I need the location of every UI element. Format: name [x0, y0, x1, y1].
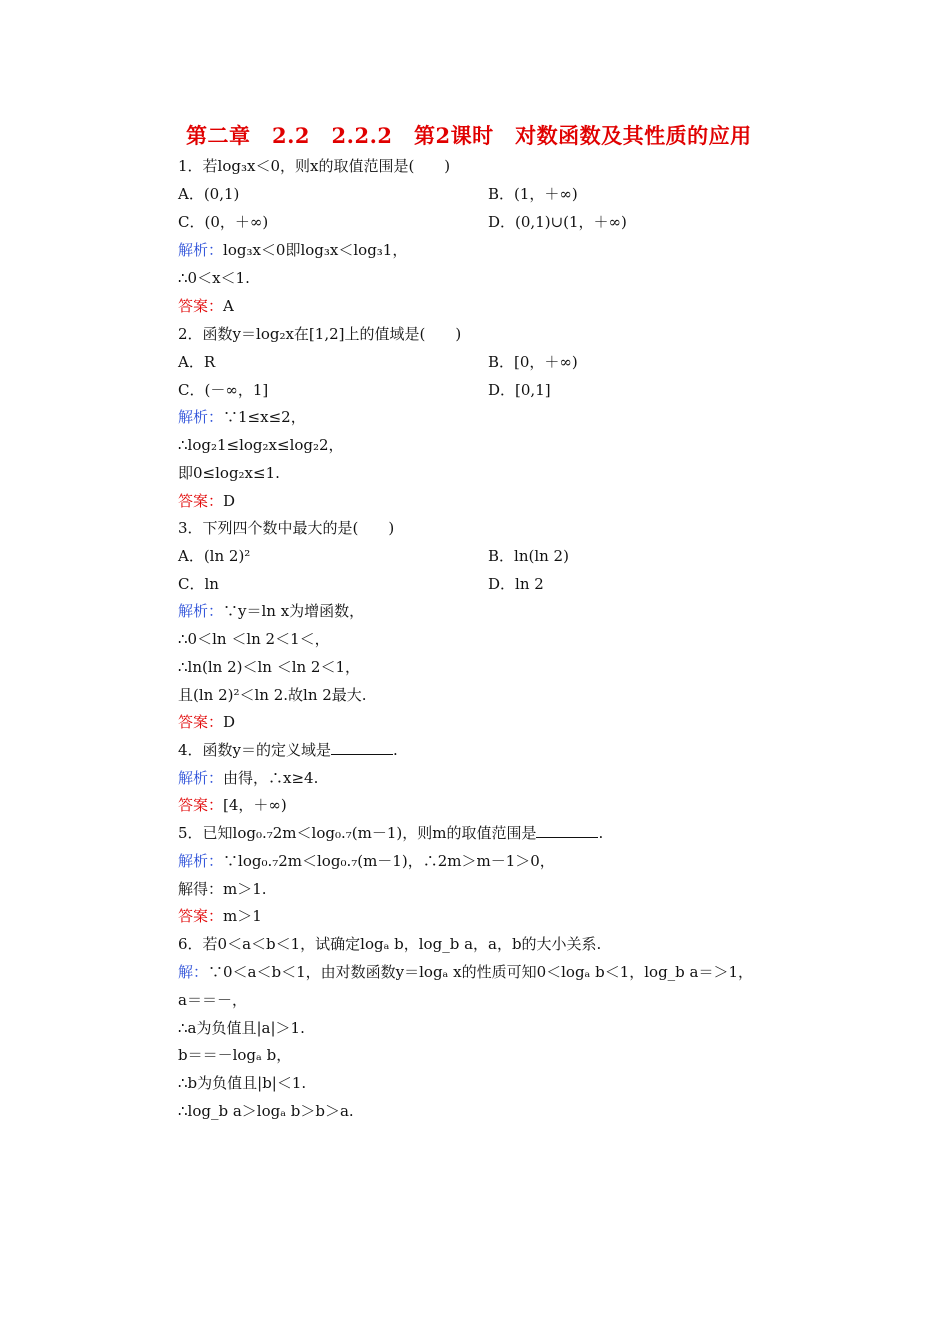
q2-answer — [178, 491, 235, 511]
solution-label: 解： — [178, 963, 209, 981]
q2-analysis — [178, 407, 306, 427]
q5-stem-end: . — [598, 824, 604, 842]
q4-analysis — [178, 768, 318, 788]
q1-analysis — [178, 240, 407, 260]
q4-stem-text: 4．函数y＝的定义域是 — [178, 741, 332, 759]
q2-option-c: C．(－∞，1] — [178, 381, 269, 399]
answer-label: 答案： — [178, 713, 224, 731]
q3-analysis-text: ∵y＝ln x为增函数， — [223, 602, 365, 620]
q5-answer — [178, 906, 262, 926]
q5-blank — [536, 823, 598, 838]
q4-answer-value: [4，＋∞) — [223, 796, 287, 814]
q2-option-b: B．[0，＋∞) — [488, 353, 578, 371]
q4-blank — [331, 740, 393, 755]
q1-option-b: B．(1，＋∞) — [488, 185, 578, 203]
q2-option-d: D．[0,1] — [488, 381, 551, 399]
q5-analysis-line2: 解得：m＞1. — [178, 880, 267, 898]
q1-stem: 1．若log₃x＜0，则x的取值范围是( ) — [178, 157, 451, 175]
q6-solution-line6: ∴log_b a＞logₐ b＞b＞a. — [178, 1102, 354, 1120]
q6-solution-line2: a＝＝－， — [178, 991, 247, 1009]
analysis-label: 解析： — [178, 408, 224, 426]
q3-analysis-line4: 且(ln 2)²＜ln 2.故ln 2最大. — [178, 686, 367, 704]
q2-analysis-line2: ∴log₂1≤log₂x≤log₂2， — [178, 436, 344, 454]
q6-stem: 6．若0＜a＜b＜1，试确定logₐ b，log_b a，a，b的大小关系. — [178, 935, 602, 953]
q3-option-b: B．ln(ln 2) — [488, 547, 569, 565]
q5-analysis-text: ∵log₀.₇2m＜log₀.₇(m－1)，∴2m＞m－1＞0， — [223, 852, 555, 870]
q5-analysis — [178, 851, 555, 871]
q6-solution-line3: ∴a为负值且|a|＞1. — [178, 1019, 305, 1037]
q1-analysis-line2: ∴0＜x＜1. — [178, 269, 250, 287]
q2-answer-value: D — [223, 492, 236, 510]
q3-option-a: A．(ln 2)² — [178, 547, 251, 565]
q1-option-d: D．(0,1)∪(1，＋∞) — [488, 213, 627, 231]
q4-stem — [178, 740, 398, 760]
analysis-label: 解析： — [178, 769, 224, 787]
q2-stem: 2．函数y＝log₂x在[1,2]上的值域是( ) — [178, 325, 462, 343]
q3-analysis-line2: ∴0＜ln ＜ln 2＜1＜， — [178, 630, 330, 648]
page-title: 第二章 2.2 2.2.2 第2课时 对数函数及其性质的应用 — [186, 123, 752, 148]
q3-option-d: D．ln 2 — [488, 575, 544, 593]
q3-analysis — [178, 601, 364, 621]
q3-answer — [178, 712, 235, 732]
q4-answer — [178, 795, 287, 815]
q1-answer-value: A — [223, 297, 234, 315]
answer-label: 答案： — [178, 492, 224, 510]
q3-answer-value: D — [223, 713, 236, 731]
q6-solution-text: ∵0＜a＜b＜1，由对数函数y＝logₐ x的性质可知0＜logₐ b＜1，log_b a＝＞1， — [208, 963, 754, 981]
q5-answer-value: m＞1 — [223, 907, 262, 925]
q4-stem-end: . — [393, 741, 398, 759]
answer-label: 答案： — [178, 796, 224, 814]
q5-stem — [178, 823, 603, 843]
q5-stem-text: 5．已知log₀.₇2m＜log₀.₇(m－1)，则m的取值范围是 — [178, 824, 537, 842]
analysis-label: 解析： — [178, 602, 224, 620]
q4-analysis-text: 由得，∴x≥4. — [223, 769, 319, 787]
q3-analysis-line3: ∴ln(ln 2)＜ln ＜ln 2＜1， — [178, 658, 361, 676]
q1-answer — [178, 296, 234, 316]
q6-solution-line4: b＝＝－logₐ b， — [178, 1046, 292, 1064]
q1-option-c: C．(0，＋∞) — [178, 213, 269, 231]
q6-solution — [178, 962, 753, 982]
q2-option-a: A．R — [178, 353, 216, 371]
analysis-label: 解析： — [178, 852, 224, 870]
q2-analysis-text: ∵1≤x≤2， — [223, 408, 306, 426]
q3-stem: 3．下列四个数中最大的是( ) — [178, 519, 395, 537]
q2-analysis-line3: 即0≤log₂x≤1. — [178, 464, 280, 482]
analysis-label: 解析： — [178, 241, 224, 259]
answer-label: 答案： — [178, 907, 224, 925]
q6-solution-line5: ∴b为负值且|b|＜1. — [178, 1074, 307, 1092]
answer-label: 答案： — [178, 297, 224, 315]
q1-option-a: A．(0,1) — [178, 185, 240, 203]
q1-analysis-text: log₃x＜0即log₃x＜log₃1， — [223, 241, 408, 259]
q3-option-c: C．ln — [178, 575, 219, 593]
